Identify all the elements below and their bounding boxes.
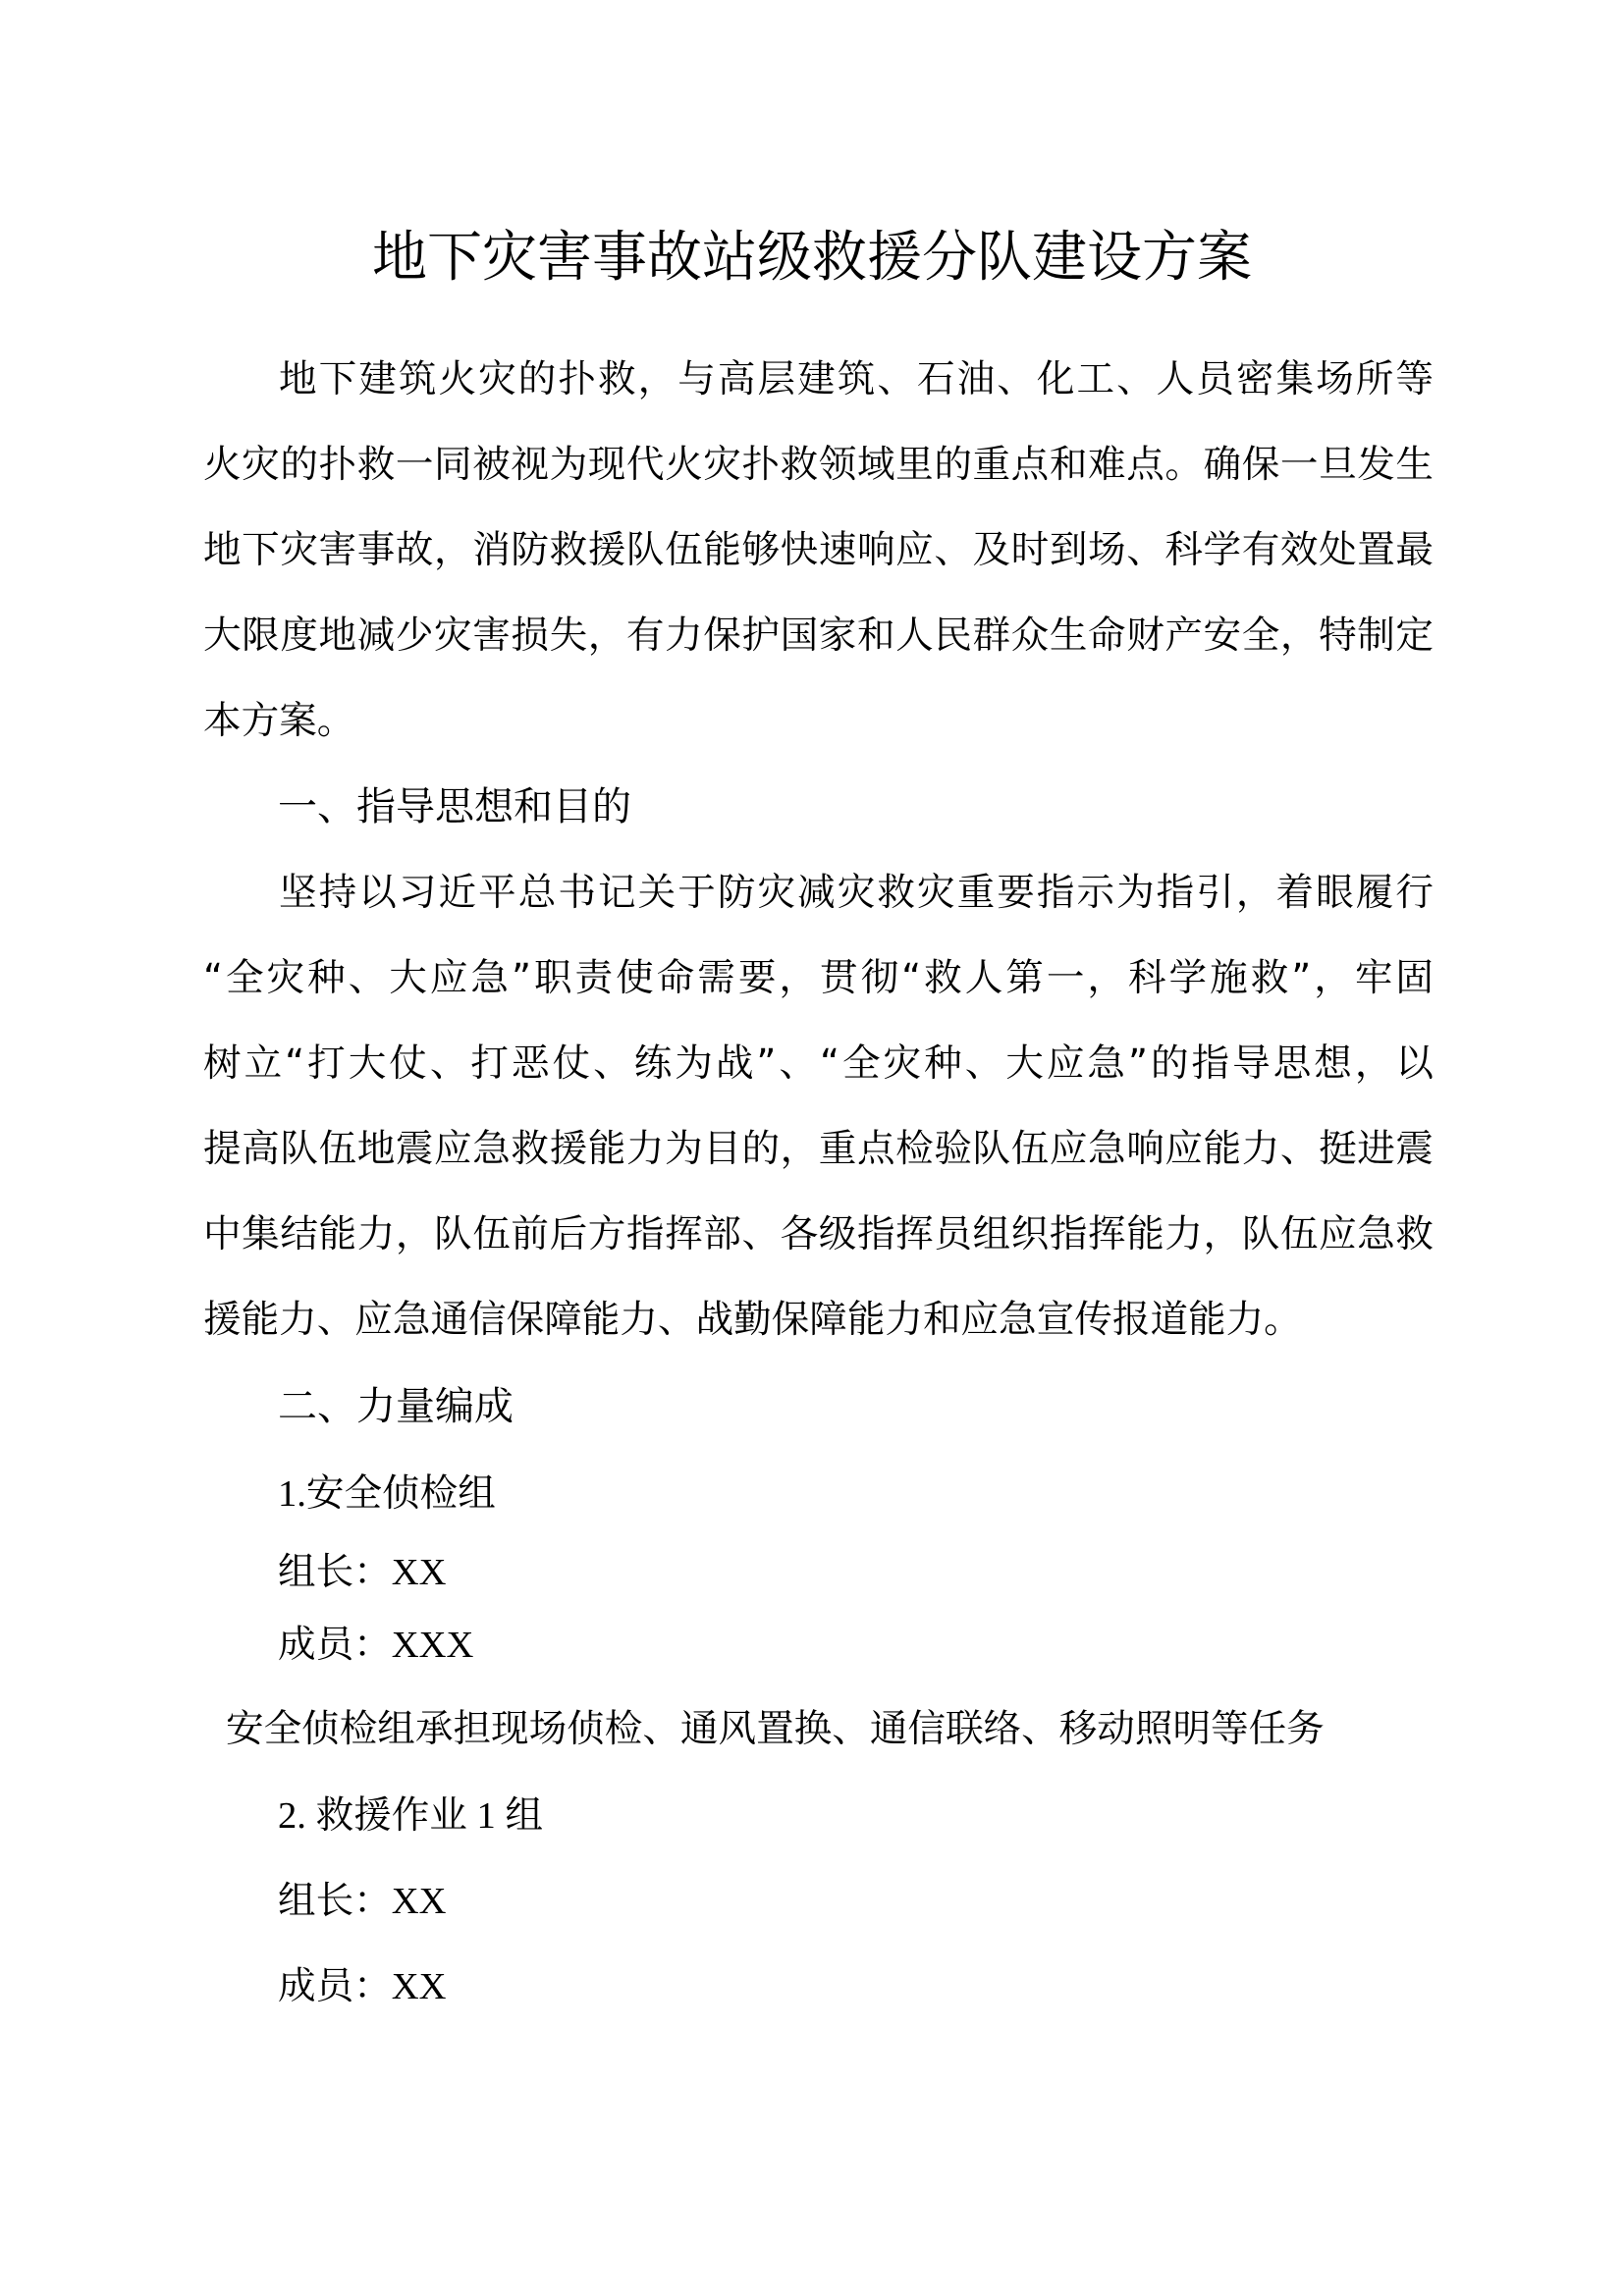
group-2-leader-label: 组长： bbox=[278, 1879, 392, 1923]
group-2-title bbox=[278, 1773, 543, 1859]
intro-line-5: 本方案。 bbox=[203, 699, 355, 743]
group-1-leader-value: XX bbox=[391, 1552, 447, 1593]
section1-line-3: 树立“打大仗、打恶仗、练为战”、“全灾种、大应急”的指导思想，以 bbox=[203, 1041, 1434, 1086]
section-heading-force-composition: 二、力量编成 bbox=[278, 1384, 514, 1429]
group-1-duty: 安全侦检组承担现场侦检、通风置换、通信联络、移动照明等任务 bbox=[226, 1707, 1325, 1751]
group-1-members-label: 成员： bbox=[278, 1623, 392, 1667]
group-1-members-value: XXX bbox=[391, 1625, 474, 1666]
group-1-title bbox=[278, 1451, 496, 1537]
section1-line-2: “全灾种、大应急”职责使命需要，贯彻“救人第一，科学施救”，牢固 bbox=[203, 956, 1434, 1000]
group-2-leader bbox=[278, 1858, 446, 1945]
group-1-leader-label: 组长： bbox=[278, 1550, 392, 1594]
section1-paragraph bbox=[203, 850, 1434, 1362]
group-1-name: 1.安全侦检组 bbox=[278, 1473, 496, 1515]
intro-line-2: 火灾的扑救一同被视为现代火灾扑救领域里的重点和难点。确保一旦发生 bbox=[203, 443, 1434, 487]
document-title: 地下灾害事故站级救援分队建设方案 bbox=[372, 226, 1252, 290]
section1-line-5: 中集结能力，队伍前后方指挥部、各级指挥员组织指挥能力，队伍应急救 bbox=[203, 1212, 1434, 1256]
group-2-members-value: XX bbox=[391, 1966, 447, 2007]
intro-line-3: 地下灾害事故，消防救援队伍能够快速响应、及时到场、科学有效处置最 bbox=[203, 528, 1434, 572]
section1-line-4: 提高队伍地震应急救援能力为目的，重点检验队伍应急响应能力、挺进震 bbox=[203, 1127, 1434, 1171]
group-2-members bbox=[278, 1944, 446, 2030]
group-2-leader-value: XX bbox=[391, 1881, 447, 1922]
section1-line-1: 坚持以习近平总书记关于防灾减灾救灾重要指示为指引，着眼履行 bbox=[279, 871, 1434, 915]
group-2-name: 2. 救援作业 1 组 bbox=[278, 1795, 544, 1837]
group-2-members-label: 成员： bbox=[278, 1964, 392, 2008]
intro-paragraph bbox=[203, 337, 1434, 764]
intro-line-4: 大限度地减少灾害损失，有力保护国家和人民群众生命财产安全，特制定 bbox=[203, 614, 1434, 658]
intro-line-1: 地下建筑火灾的扑救，与高层建筑、石油、化工、人员密集场所等 bbox=[279, 357, 1434, 401]
section-heading-guiding-ideology: 一、指导思想和目的 bbox=[278, 784, 631, 829]
section1-line-6: 援能力、应急通信保障能力、战勤保障能力和应急宣传报道能力。 bbox=[203, 1298, 1302, 1342]
group-1-members bbox=[278, 1602, 473, 1688]
